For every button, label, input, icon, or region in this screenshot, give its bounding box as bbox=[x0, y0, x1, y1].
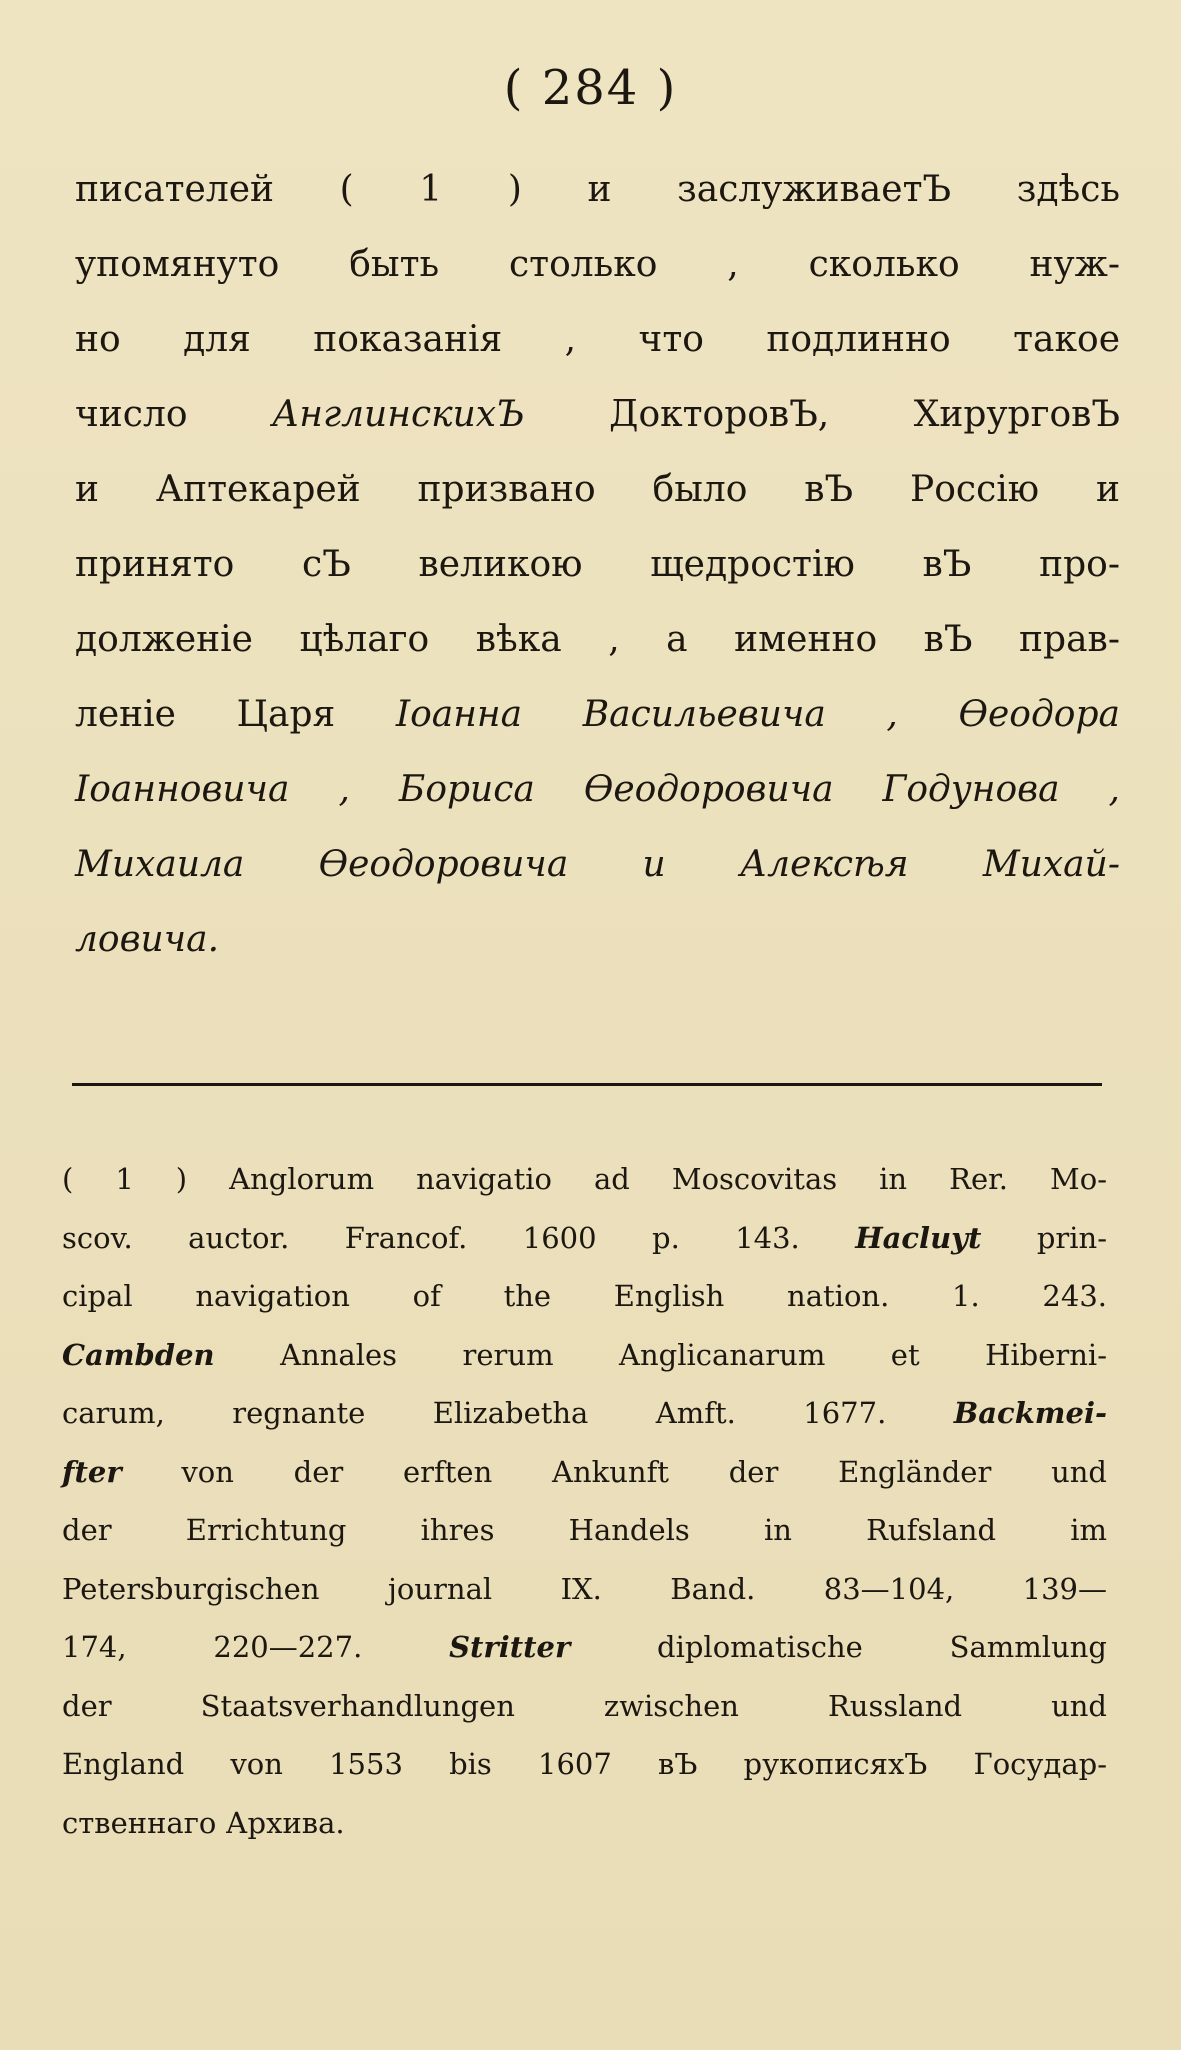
footnote-line bbox=[62, 1267, 1107, 1326]
text-run: der Staatsverhandlungen zwischen Russland und bbox=[62, 1688, 1107, 1723]
text-run: принято сЪ великою щедростію вЪ про- bbox=[75, 544, 1120, 585]
footnote-line bbox=[62, 1326, 1107, 1385]
text-run: der Errichtung ihres Handels in Rufsland im bbox=[62, 1513, 1107, 1547]
footnote-line bbox=[62, 1560, 1107, 1619]
text-run: ственнаго Архива. bbox=[62, 1805, 345, 1840]
text-run: diplomatische Sammlung bbox=[570, 1630, 1107, 1664]
text-run: cipal navigation of the English nation. 1. 243. bbox=[62, 1279, 1107, 1313]
footnote-line bbox=[62, 1209, 1107, 1268]
footnote-line bbox=[62, 1794, 1107, 1853]
text-run-italic: Backmei- bbox=[953, 1396, 1107, 1430]
main-line bbox=[75, 677, 1120, 752]
text-run: 174, 220—227. bbox=[62, 1630, 450, 1664]
text-run-italic: Stritter bbox=[449, 1630, 571, 1664]
text-run: писателей ( 1 ) и заслуживаетЪ здѣсь bbox=[75, 169, 1120, 210]
text-run: число bbox=[75, 394, 272, 435]
page-number: ( 284 ) bbox=[503, 60, 678, 116]
footnote-line bbox=[62, 1384, 1107, 1443]
main-line bbox=[75, 452, 1120, 527]
text-run: ДокторовЪ, ХирурговЪ bbox=[524, 394, 1120, 435]
footnote bbox=[62, 1150, 1107, 1852]
text-run: упомянуто быть столько , сколько нуж- bbox=[75, 244, 1120, 285]
text-run: долженіе цѣлаго вѣка , а именно вЪ прав- bbox=[75, 619, 1120, 660]
text-run: prin- bbox=[981, 1220, 1108, 1255]
text-run: Annales rerum Anglicanarum et Hiberni- bbox=[214, 1337, 1107, 1372]
text-run-italic: АнглинскихЪ bbox=[271, 394, 525, 435]
main-line bbox=[75, 377, 1120, 452]
text-run: von der erften Ankunft der Engländer und bbox=[121, 1454, 1107, 1489]
text-run-italic: Михаила Ѳеодоровича и Алексѣя Михай- bbox=[75, 844, 1120, 885]
text-run-italic: Hacluyt bbox=[855, 1220, 982, 1255]
main-line bbox=[75, 527, 1120, 602]
text-run-italic: Іоанновича , Бориса Ѳеодоровича Годунова , bbox=[75, 769, 1120, 810]
text-run: и Аптекарей призвано было вЪ Россію и bbox=[75, 469, 1120, 510]
text-run: carum, regnante Elizabetha Amft. 1677. bbox=[62, 1396, 954, 1430]
text-run-italic: Cambden bbox=[62, 1337, 215, 1372]
footnote-line bbox=[62, 1150, 1107, 1209]
text-run: scov. auctor. Francof. 1600 p. 143. bbox=[62, 1220, 856, 1255]
text-run: England von 1553 bis 1607 вЪ рукописяхЪ Государ- bbox=[62, 1747, 1107, 1781]
main-line bbox=[75, 302, 1120, 377]
footnote-line bbox=[62, 1618, 1107, 1677]
main-line bbox=[75, 227, 1120, 302]
text-run: но для показанія , что подлинно такое bbox=[75, 319, 1120, 360]
text-run: леніе Царя bbox=[75, 694, 396, 735]
footnote-line bbox=[62, 1735, 1107, 1794]
main-line bbox=[75, 902, 1120, 977]
footnote-line bbox=[62, 1501, 1107, 1560]
text-run-italic: fter bbox=[62, 1454, 122, 1489]
text-run-italic: Іоанна Васильевича , Ѳеодора bbox=[395, 694, 1120, 735]
main-line bbox=[75, 827, 1120, 902]
text-run-italic: ловича. bbox=[75, 919, 220, 960]
text-run: Petersburgischen journal IX. Band. 83—104, 139— bbox=[62, 1571, 1107, 1606]
footnote-divider bbox=[72, 1083, 1102, 1086]
footnote-line bbox=[62, 1443, 1107, 1502]
footnote-line bbox=[62, 1677, 1107, 1736]
main-line bbox=[75, 752, 1120, 827]
text-run: ( 1 ) Anglorum navigatio ad Moscovitas in Rer. Mo- bbox=[62, 1162, 1107, 1196]
main-line bbox=[75, 152, 1120, 227]
main-text bbox=[75, 152, 1120, 977]
main-line bbox=[75, 602, 1120, 677]
